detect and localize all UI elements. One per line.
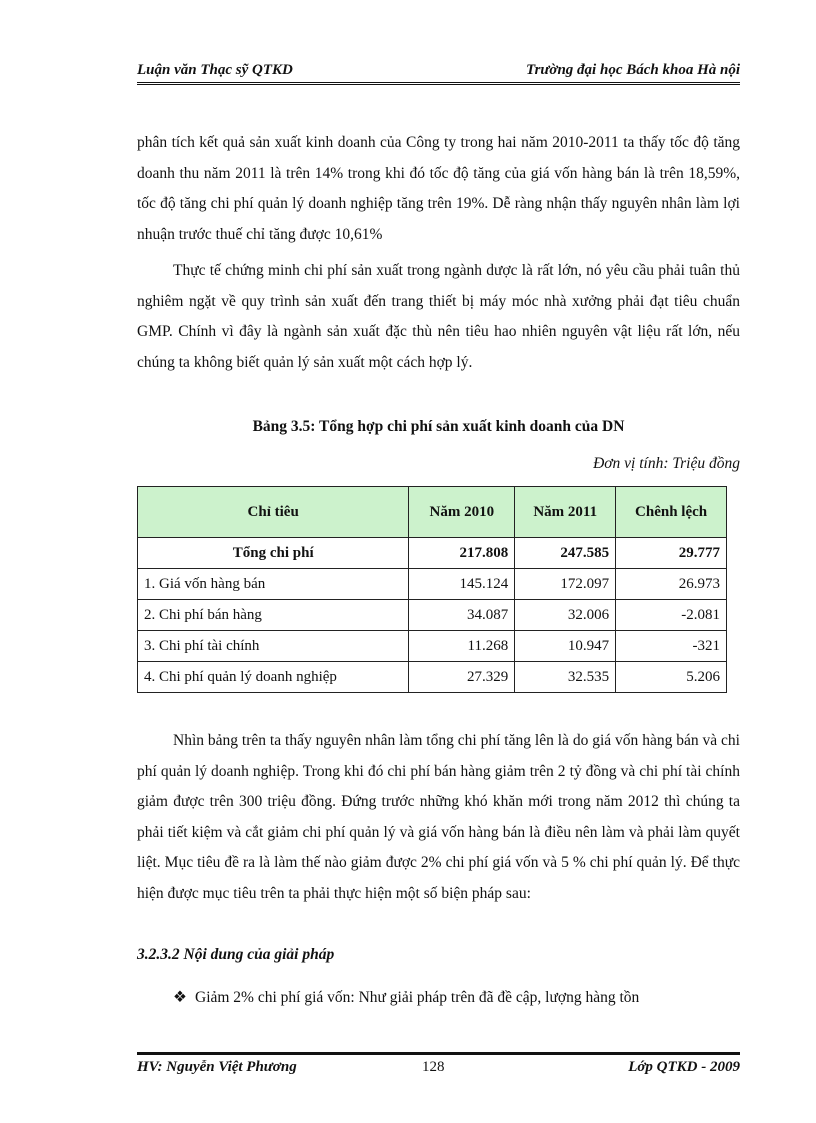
cell-difference: 26.973 [616,569,727,600]
cell-difference: 29.777 [616,538,727,569]
header-thesis-title: Luận văn Thạc sỹ QTKD [137,62,293,78]
table-row [138,631,727,662]
column-header-2011: Năm 2011 [515,487,616,538]
cell-label: 2. Chi phí bán hàng [138,600,409,631]
table-row [138,569,727,600]
table-header-row [138,487,727,538]
diamond-dots-icon: ❖ [173,989,187,1006]
cell-2011: 32.006 [515,600,616,631]
page-header [137,60,740,85]
cell-2011: 32.535 [515,662,616,693]
cell-label: 1. Giá vốn hàng bán [138,569,409,600]
cell-label: 3. Chi phí tài chính [138,631,409,662]
table-row-total [138,538,727,569]
cell-difference: -321 [616,631,727,662]
column-header-indicator: Chỉ tiêu [138,487,409,538]
header-university: Trường đại học Bách khoa Hà nội [525,62,740,78]
footer-author: HV: Nguyễn Việt Phương [137,1059,297,1075]
cell-2010: 217.808 [409,538,515,569]
cost-summary-table [137,486,727,693]
column-header-2010: Năm 2010 [409,487,515,538]
bullet-text: Giảm 2% chi phí giá vốn: Như giải pháp trên đã đề cập, lượng hàng tồn [195,989,640,1006]
paragraph-production-cost: Thực tế chứng minh chi phí sản xuất trong ngành dược là rất lớn, nó yêu cầu phải tuân thủ nghiêm ngặt về quy trình sản xuất đến trang thiết bị máy móc nhà xưởng phải đạt tiêu chuẩn GMP. Chính vì đây là ngành sản xuất đặc thù nên tiêu hao nhiên nguyên vật liệu rất lớn, nếu chúng ta không biết quản lý sản xuất một cách hợp lý. [137,262,740,371]
footer-class: Lớp QTKD - 2009 [628,1059,740,1075]
cell-2011: 172.097 [515,569,616,600]
cell-difference: 5.206 [616,662,727,693]
page-number: 128 [422,1059,445,1075]
section-heading: 3.2.3.2 Nội dung của giải pháp [137,946,335,963]
table-title: Bảng 3.5: Tổng hợp chi phí sản xuất kinh doanh của DN [252,418,625,435]
bullet-item [137,983,740,1013]
cell-2010: 11.268 [409,631,515,662]
paragraph-table-analysis: Nhìn bảng trên ta thấy nguyên nhân làm tổng chi phí tăng lên là do giá vốn hàng bán và chi phí quản lý doanh nghiệp. Trong khi đó chi phí bán hàng giảm trên 2 tỷ đồng và chi phí tài chính giảm được trên 300 triệu đồng. Đứng trước những khó khăn mới trong năm 2012 thì chúng ta phải tiết kiệm và cắt giảm chi phí quản lý và giá vốn hàng bán là điều nên làm và phải làm quyết liệt. Mục tiêu đề ra là làm thế nào giảm được 2% chi phí giá vốn và 5 % chi phí quản lý. Để thực hiện được mục tiêu trên ta phải thực hiện một số biện pháp sau: [137,732,740,902]
cell-2010: 27.329 [409,662,515,693]
column-header-difference: Chênh lệch [616,487,727,538]
cell-difference: -2.081 [616,600,727,631]
paragraph-analysis: phân tích kết quả sản xuất kinh doanh của Công ty trong hai năm 2010-2011 ta thấy tốc độ tăng doanh thu năm 2011 là trên 14% trong khi đó tốc độ tăng của giá vốn hàng bán là trên 18,59%, tốc độ tăng chi phí quản lý doanh nghiệp tăng trên 19%. Dễ ràng nhận thấy nguyên nhân làm lợi nhuận trước thuế chỉ tăng được 10,61% [137,134,740,243]
table-unit: Đơn vị tính: Triệu đồng [593,455,740,472]
cell-2010: 34.087 [409,600,515,631]
cell-2010: 145.124 [409,569,515,600]
cell-2011: 10.947 [515,631,616,662]
cell-label: 4. Chi phí quản lý doanh nghiệp [138,662,409,693]
cell-label: Tổng chi phí [138,538,409,569]
cell-2011: 247.585 [515,538,616,569]
page-footer [137,1052,740,1079]
table-row [138,662,727,693]
table-row [138,600,727,631]
